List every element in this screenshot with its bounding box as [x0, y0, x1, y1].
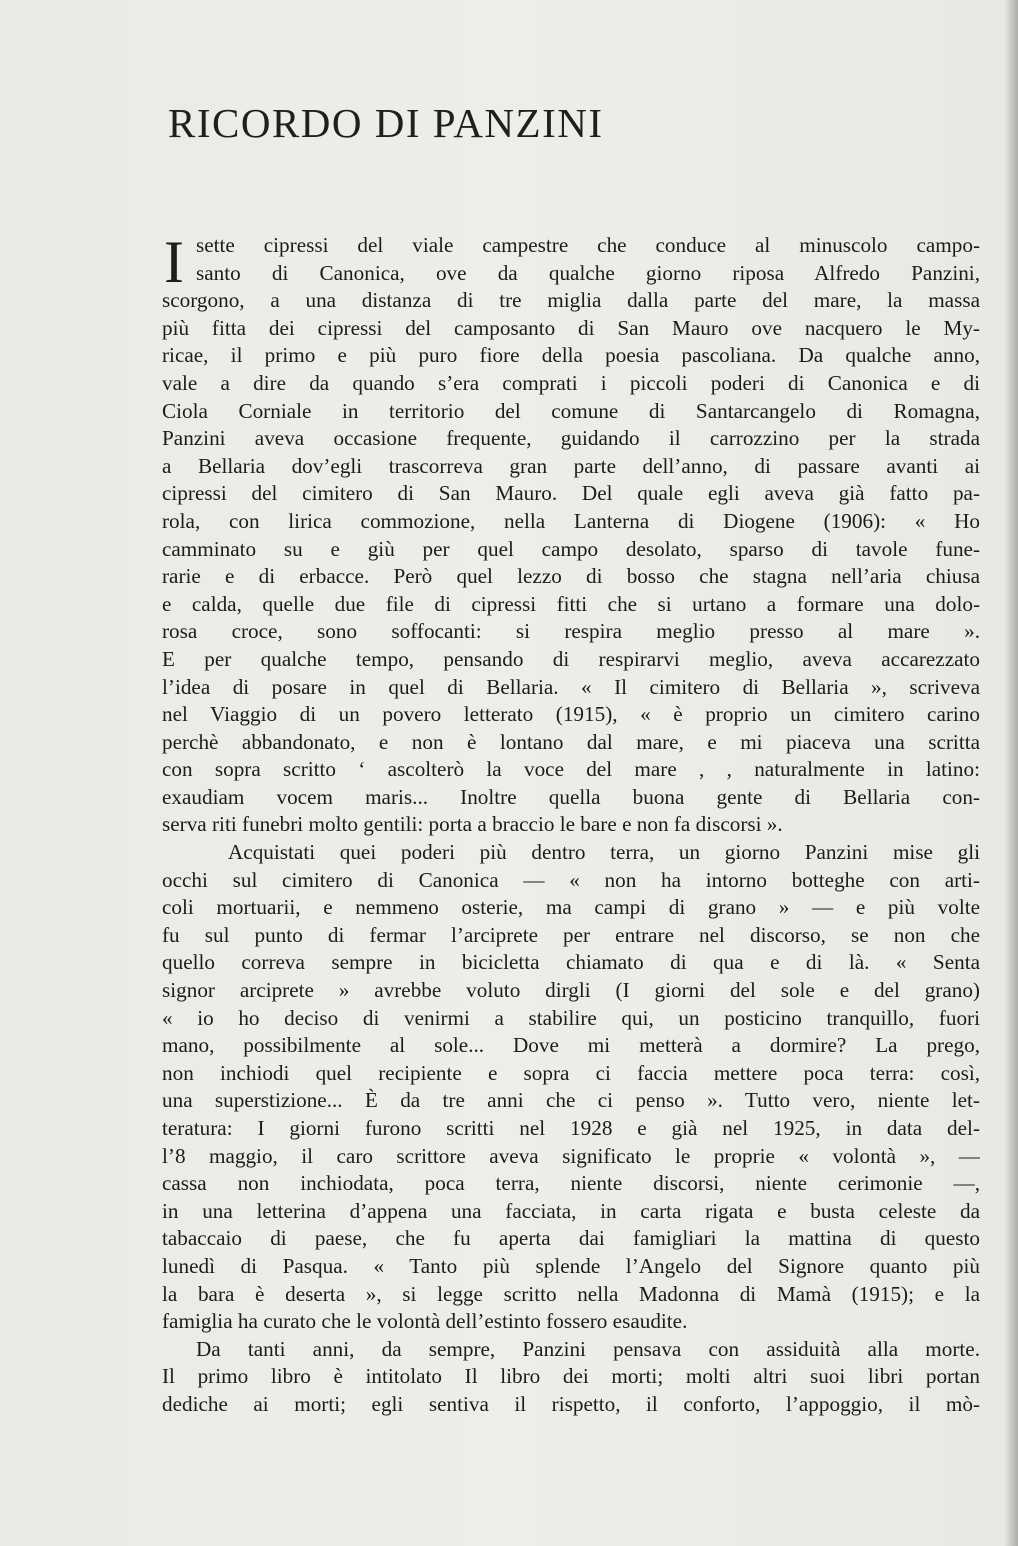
text-line: più fitta dei cipressi del camposanto di San Mauro ove nacquero le My- — [162, 315, 980, 340]
text-line: santo di Canonica, ove da qualche giorno riposa Alfredo Panzini, — [196, 260, 980, 285]
text-line: lunedì di Pasqua. « Tanto più splende l’Angelo del Signore quanto più — [162, 1253, 980, 1278]
text-line: non inchiodi quel recipiente e sopra ci faccia mettere poca terra: così, — [162, 1060, 980, 1085]
page-edge-shadow — [1004, 0, 1018, 1546]
text-line: dediche ai morti; egli sentiva il rispetto, il conforto, l’appoggio, il mò- — [162, 1391, 980, 1416]
drop-cap: I — [164, 229, 184, 295]
text-line: Da tanti anni, da sempre, Panzini pensava con assiduità alla morte. — [196, 1336, 980, 1361]
text-line: ricae, il primo e più puro fiore della poesia pascoliana. Da qualche anno, — [162, 343, 980, 368]
text-line: l’8 maggio, il caro scrittore aveva significato le proprie « volontà », — — [162, 1143, 980, 1168]
text-line: famiglia ha curato che le volontà dell’estinto fossero esaudite. — [162, 1309, 688, 1334]
text-line: rola, con lirica commozione, nella Lanterna di Diogene (1906): « Ho — [162, 508, 980, 533]
text-line: coli mortuarii, e nemmeno osterie, ma campi di grano » — e più volte — [162, 895, 980, 920]
text-line: vale a dire da quando s’era comprati i piccoli poderi di Canonica e di — [162, 370, 980, 395]
text-line: e calda, quelle due file di cipressi fitti che si urtano a formare una dolo- — [162, 591, 980, 616]
text-line: exaudiam vocem maris... Inoltre quella buona gente di Bellaria con- — [162, 784, 980, 809]
text-line: E per qualche tempo, pensando di respirarvi meglio, aveva accarezzato — [162, 646, 980, 671]
text-line: Ciola Corniale in territorio del comune di Santarcangelo di Romagna, — [162, 398, 980, 423]
text-line: fu sul punto di fermar l’arciprete per entrare nel discorso, se non che — [162, 922, 980, 947]
text-line: mano, possibilmente al sole... Dove mi metterà a dormire? La prego, — [162, 1033, 980, 1058]
article-body — [162, 229, 980, 1419]
text-line: occhi sul cimitero di Canonica — « non ha intorno botteghe con arti- — [162, 867, 980, 892]
text-line: Acquistati quei poderi più dentro terra, un giorno Panzini mise gli — [228, 840, 980, 865]
text-line: « io ho deciso di venirmi a stabilire qui, un posticino tranquillo, fuori — [162, 1005, 980, 1030]
text-line: quello correva sempre in bicicletta chiamato di qua e di là. « Senta — [162, 950, 980, 975]
text-line: con sopra scritto ‘ ascolterò la voce del mare , , naturalmente in latino: — [162, 757, 980, 782]
text-line: rarie e di erbacce. Però quel lezzo di bosso che stagna nell’aria chiusa — [162, 564, 980, 589]
text-line: la bara è deserta », si legge scritto nella Madonna di Mamà (1915); e la — [162, 1281, 980, 1306]
text-line: perchè abbandonato, e non è lontano dal mare, e mi piaceva una scritta — [162, 729, 980, 754]
text-line: in una letterina d’appena una facciata, in carta rigata e busta celeste da — [162, 1198, 980, 1223]
text-line: Panzini aveva occasione frequente, guidando il carrozzino per la strada — [162, 426, 980, 451]
text-line: una superstizione... È da tre anni che ci penso ». Tutto vero, niente let- — [162, 1088, 980, 1113]
text-line: tabaccaio di paese, che fu aperta dai famigliari la mattina di questo — [162, 1226, 980, 1251]
text-line: nel Viaggio di un povero letterato (1915), « è proprio un cimitero carino — [162, 702, 980, 727]
text-line: l’idea di posare in quel di Bellaria. « Il cimitero di Bellaria », scriveva — [162, 674, 980, 699]
text-line: serva riti funebri molto gentili: porta a braccio le bare e non fa discorsi ». — [162, 812, 783, 837]
text-line: Il primo libro è intitolato Il libro dei morti; molti altri suoi libri portan — [162, 1364, 980, 1389]
text-line: scorgono, a una distanza di tre miglia dalla parte del mare, la massa — [162, 288, 980, 313]
text-line: cassa non inchiodata, poca terra, niente discorsi, niente cerimonie —, — [162, 1171, 980, 1196]
text-line: sette cipressi del viale campestre che conduce al minuscolo campo- — [196, 233, 980, 257]
text-line: rosa croce, sono soffocanti: si respira meglio presso al mare ». — [162, 619, 980, 644]
text-line: camminato su e giù per quel campo desolato, sparso di tavole fune- — [162, 536, 980, 561]
text-line: a Bellaria dov’egli trascorreva gran parte dell’anno, di passare avanti ai — [162, 453, 980, 478]
text-line: cipressi del cimitero di San Mauro. Del quale egli aveva già fatto pa- — [162, 481, 980, 506]
text-line: teratura: I giorni furono scritti nel 1928 e già nel 1925, in data del- — [162, 1116, 980, 1140]
text-line: signor arciprete » avrebbe voluto dirgli (I giorni del sole e del grano) — [162, 978, 980, 1003]
page-title: RICORDO DI PANZINI — [168, 100, 604, 146]
